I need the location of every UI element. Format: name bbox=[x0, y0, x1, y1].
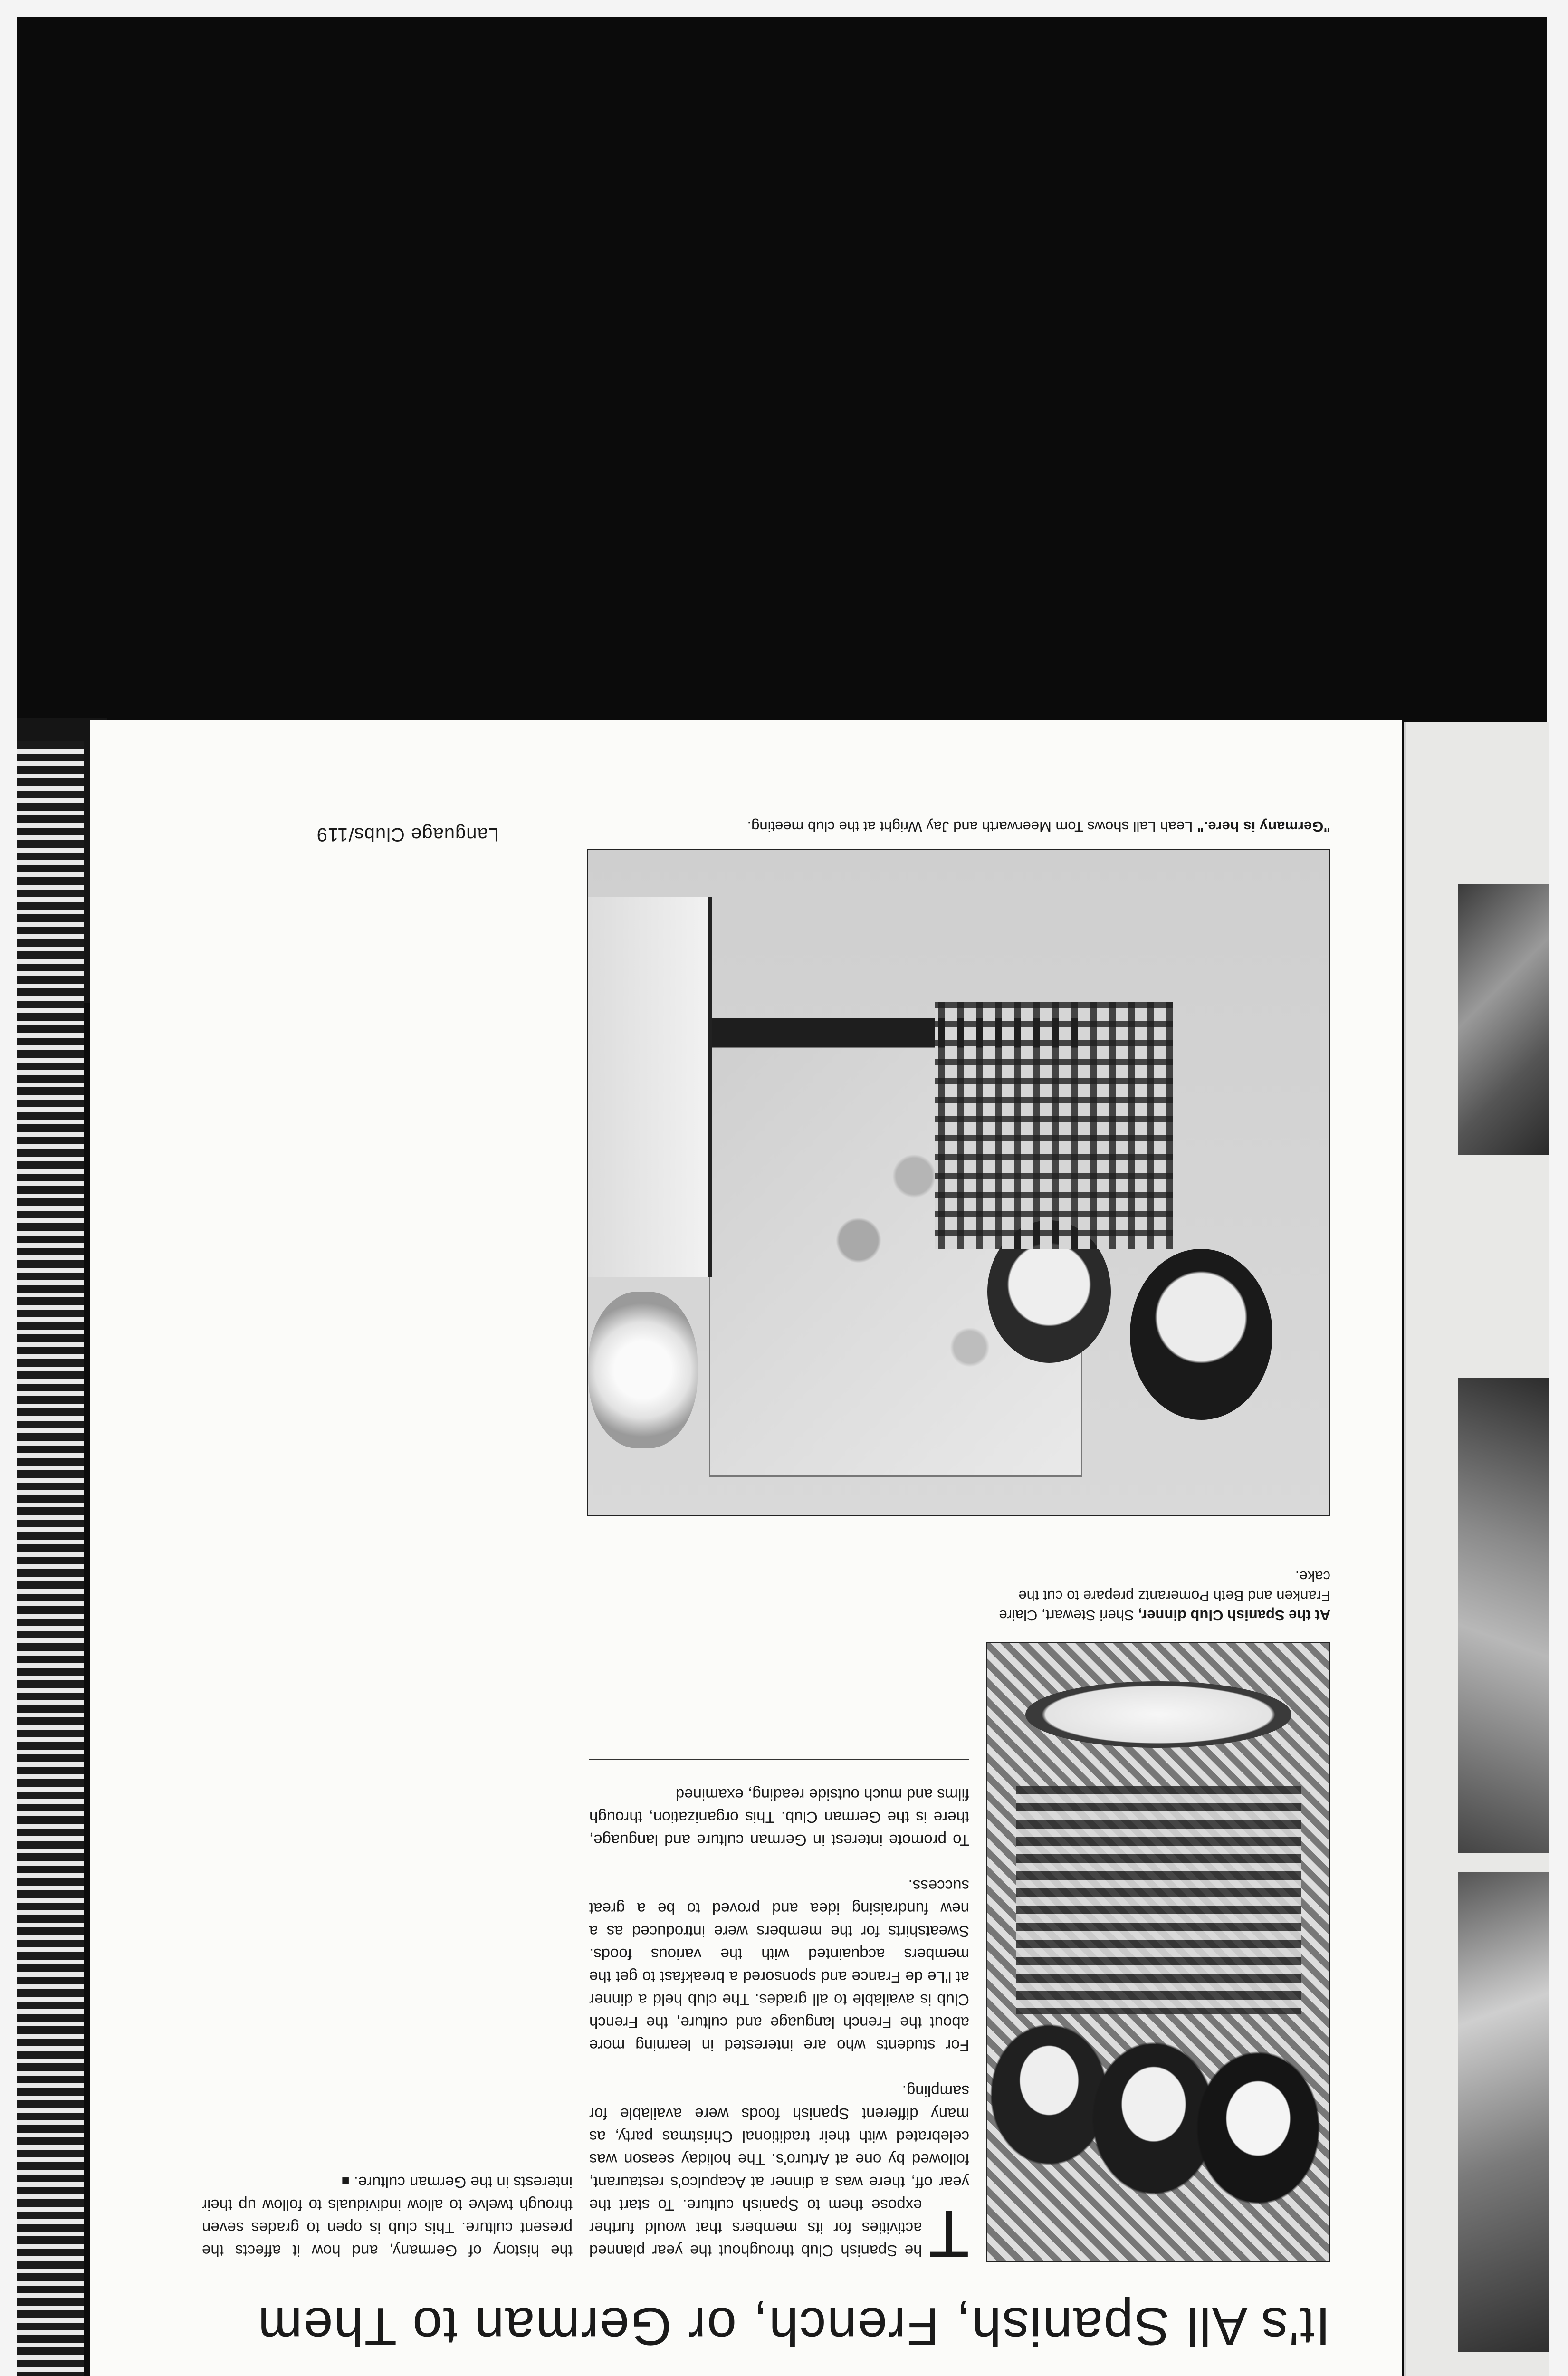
plaid-shirt bbox=[935, 1002, 1173, 1249]
article-paragraph: To promote interest in German culture and language, there is the German Club. This organization, through films and much outside reading, examined bbox=[589, 1786, 969, 1849]
dinner-photo-caption bbox=[988, 1567, 1330, 1625]
yearbook-page bbox=[90, 720, 1402, 2376]
end-mark-icon: ■ bbox=[341, 2174, 350, 2189]
adjacent-page bbox=[1404, 722, 1549, 2376]
caption-body: Sheri Stewart, Claire Franken and Beth Pomerantz prepare to cut the cake. bbox=[999, 1568, 1330, 1624]
page-folio: Language Clubs/119 bbox=[316, 824, 499, 845]
student-head bbox=[1130, 1249, 1272, 1420]
article-paragraph bbox=[202, 2170, 573, 2262]
paragraph-text: the history of Germany, and how it affects the present culture. This club is open to grades seven through twelve to allow individuals to follow up their interests in the German culture. bbox=[202, 2174, 573, 2260]
caption-body: Leah Lall shows Tom Meerwarth and Jay Wright at the club meeting. bbox=[747, 818, 1197, 835]
adjacent-photo bbox=[1458, 1872, 1549, 2352]
germany-photo-caption bbox=[589, 817, 1330, 836]
plaid-shirt bbox=[1016, 1786, 1301, 2014]
article-column-1 bbox=[589, 1746, 969, 2271]
drop-cap: T bbox=[928, 2197, 969, 2271]
scanner-frame-top bbox=[0, 0, 1568, 17]
scanner-frame-left bbox=[0, 0, 17, 2376]
sweatshirt bbox=[587, 897, 712, 1277]
caption-lead: At the Spanish Club dinner, bbox=[1138, 1607, 1330, 1624]
article-column-2 bbox=[202, 2147, 573, 2262]
book-binding-gutter bbox=[17, 741, 84, 2376]
german-club-map-photo bbox=[587, 849, 1330, 1516]
spanish-club-dinner-photo bbox=[986, 1642, 1330, 2262]
article-paragraph bbox=[589, 2079, 969, 2271]
cake bbox=[1025, 1681, 1291, 1748]
student-head bbox=[588, 1292, 698, 1448]
adjacent-photo bbox=[1458, 1378, 1549, 1853]
article-paragraph: For students who are interested in learning more about the French language and culture, the French Club is available to all grades. The club held a dinner at l'Le de France and sponsored a breakfast to get the members acquainted with the various foods. Sweatshirts for the members were introduced as a new fundraising idea and proved to be a great success. bbox=[589, 1877, 969, 2054]
adjacent-photo bbox=[1458, 884, 1549, 1155]
page-headline: It's All Spanish, French, or German to Them bbox=[257, 2297, 1330, 2356]
paragraph-text: he Spanish Club throughout the year planned activities for its members that would further expose them to Spanish culture. To start the year off, there was a dinner at Acapulco's restaurant, followed by one at Arturo's. The holiday season was celebrated with their traditional Christmas party, as many different Spanish foods were available for sampling. bbox=[589, 2082, 969, 2260]
caption-divider bbox=[589, 1759, 969, 1760]
scanner-frame-right bbox=[1547, 0, 1568, 2376]
caption-lead: "Germany is here." bbox=[1197, 818, 1330, 835]
